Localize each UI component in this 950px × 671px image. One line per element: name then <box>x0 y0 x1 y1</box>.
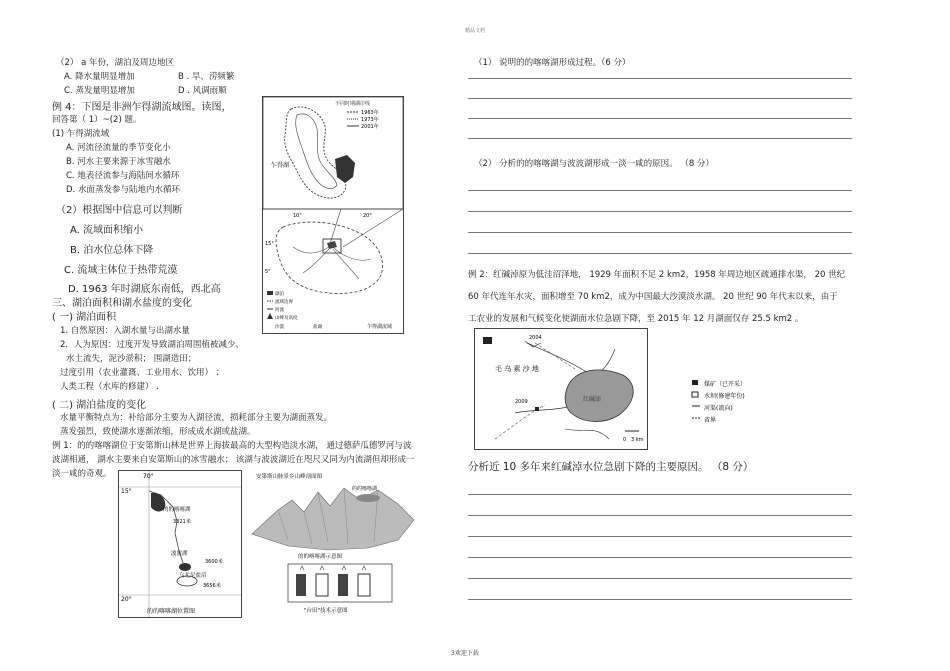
lake2-label: 波波湖 <box>171 551 188 557</box>
human-reason-2: 水土流失，泥沙淤积； 围湖造田； <box>66 354 197 364</box>
lake3-label: 乌尤尼盐沼 <box>179 573 207 579</box>
lat-20: 20° <box>121 596 132 603</box>
example4-q2-c: C. 流域主体位于热带荒漠 <box>64 265 178 276</box>
legend-river: 河渠(流向) <box>704 405 733 412</box>
legend2-lake: 湖泊 <box>275 292 284 297</box>
legend2-desert: 沙漠 <box>275 325 284 330</box>
lake1-elevation: 3821米 <box>173 519 191 525</box>
legend2-basin: 流域边界 <box>275 300 293 305</box>
answer-line[interactable] <box>468 190 852 191</box>
answer-line[interactable] <box>468 578 852 579</box>
diagram-title: 安第斯山脉景乡山峰剖面图 <box>256 474 323 480</box>
diagram-caption: 的的喀喀湖示意图 <box>298 554 343 560</box>
lake2-elevation: 3600米 <box>205 559 223 565</box>
salinity-text-1: 水量平衡特点为：补给部分主要为入湖径流，损耗部分主要为湖面蒸发。 <box>60 413 333 423</box>
question-1: （1） 说明的的喀喀湖形成过程。（6 分） <box>474 58 631 68</box>
example4-q2-a: A. 流域面积缩小 <box>70 225 144 236</box>
legend-item-1963: 1963年 <box>361 110 379 116</box>
titicaca-location-map <box>118 470 242 618</box>
answer-line[interactable] <box>468 599 852 600</box>
scale-label: 3 km <box>631 437 644 443</box>
option-c: C. 蒸发量明显增加 <box>64 86 135 96</box>
legend-item-2001: 2001年 <box>361 124 379 130</box>
answer-line[interactable] <box>468 494 852 495</box>
question-2: （2） 分析的的喀喀湖与波波湖形成一淡一咸的原因。 （8 分） <box>474 159 714 169</box>
example2-line-3: 工农业的发展和气候变化使湖面水位急剧下降，至 2015 年 12 月湖面仅存 25.5 km2 。 <box>468 314 804 324</box>
example4-q2: （2）根据图中信息可以判断 <box>56 205 183 216</box>
example4-q1-d: D. 水面蒸发参与陆地内水循环 <box>66 185 180 195</box>
lat-label-15: 15° <box>265 241 274 247</box>
example1-line-3: 淡一咸的奇观。 <box>52 469 112 479</box>
titicaca-3d-diagram <box>248 470 418 616</box>
example4-q1-a: A. 河流径流量的季节变化小 <box>66 143 171 153</box>
lat-15: 15° <box>121 488 132 495</box>
legend2-peak: 山峰及高度 <box>275 316 298 321</box>
salinity-text-2: 蒸发强烈，致使湖水逐渐浓缩，形成成水湖或盐湖。 <box>60 427 256 437</box>
example4-q2-b: B. 泊水位总体下降 <box>70 245 154 256</box>
answer-line[interactable] <box>468 118 852 119</box>
option-a: A. 降水量明显增加 <box>64 72 135 82</box>
answer-line[interactable] <box>468 98 852 99</box>
example4-q1: (1) 乍得湖流域 <box>52 129 110 139</box>
option-b: B . 旱、涝频繁 <box>178 72 235 82</box>
example1-line-1: 例 1：的的喀喀湖位于安第斯山林是世界上海拔最高的大型构造淡水湖， 通过德萨瓜德罗河与波 <box>52 441 412 451</box>
scale-zero: 0 <box>623 437 627 443</box>
example2-line-2: 60 年代连年水灾，面积增至 70 km2，成为中国最大沙漠淡水湖。 20 世纪 90 年代末以来，由于 <box>468 292 838 302</box>
legend2-saltlake: 盐湖 <box>313 325 322 330</box>
terrace-caption: "台田"技术示意图 <box>304 608 348 614</box>
natural-reason: 1. 自然原因：入湖水量与出湖水量 <box>60 326 190 336</box>
human-reason-3: 过度引用（农业灌溉、工业用水、饮用） ； <box>60 368 225 378</box>
example4-intro: 例 4：下图是非洲乍得湖流域图。读图， <box>52 102 232 113</box>
legend2-river: 河流 <box>275 308 284 313</box>
answer-line[interactable] <box>468 557 852 558</box>
hongjiannao-map <box>474 328 648 450</box>
dam-year-2009: 2009 <box>515 399 528 405</box>
dam-year-2004: 2004 <box>529 335 542 341</box>
lat-label-5: 5° <box>265 269 271 275</box>
lake1-label: 的的喀喀湖 <box>163 507 191 513</box>
section3-heading: 三、湖泊面积和湖水盐度的变化 <box>52 298 192 309</box>
answer-line[interactable] <box>468 253 852 254</box>
example4-intro-2: 回答第（ 1）~(2) 题。 <box>52 115 142 125</box>
diagram-lake-label: 的的喀喀湖 <box>352 486 378 492</box>
example4-q1-b: B. 河水主要来源于冰雪融水 <box>66 157 171 167</box>
chad-lake-map <box>262 96 404 334</box>
lon-label-20: 20° <box>363 213 372 219</box>
example1-line-2: 波湖相通， 湖水主要来自安第斯山的冰雪融水； 该湖与波波湖近在咫尺又同为内流湖但却形成一 <box>52 455 415 465</box>
legend-coal: 煤矿（已开采） <box>704 381 747 388</box>
option-d: D . 风调雨顺 <box>178 86 227 96</box>
page-footer: 3欢迎下载 <box>451 650 479 657</box>
answer-line[interactable] <box>468 232 852 233</box>
header-mark: 精品文档 <box>465 28 486 34</box>
legend-item-1973: 1973年 <box>361 117 379 123</box>
section3-1-heading: ( 一) 湖泊面积 <box>52 312 117 323</box>
region-label: 毛 乌 素 沙 地 <box>495 365 539 373</box>
legend-border: 省界 <box>704 417 717 424</box>
chad-basin-label: 乍得湖流域 <box>367 324 393 330</box>
example4-q2-d: D. 1963 年时湖底东南低，西北高 <box>68 284 221 295</box>
lake3-elevation: 3656米 <box>203 583 221 589</box>
lon-70: 70° <box>143 473 154 480</box>
question-3: 分析近 10 多年来红碱淖水位急剧下降的主要原因。 （8 分） <box>468 461 754 473</box>
legend-dam: 水坝(修建年份) <box>704 393 745 400</box>
example2-line-1: 例 2：红碱淖原为低洼沼泽地， 1929 年面积不足 2 km2，1958 年周边地区疏通排水渠， 20 世纪 <box>468 270 846 280</box>
hongjiannao-legend <box>690 378 800 438</box>
answer-line[interactable] <box>468 515 852 516</box>
section3-2-heading: ( 二) 湖泊盐度的变化 <box>52 400 147 411</box>
q2-text: （2） a 年份，湖泊及周边地区 <box>56 58 175 68</box>
chad-lake-label: 乍得湖 <box>271 162 290 169</box>
titicaca-map-caption: 的的喀喀湖位置图 <box>147 608 196 615</box>
example4-q1-c: C. 地表径流参与海陆间水循环 <box>66 171 180 181</box>
answer-line[interactable] <box>468 211 852 212</box>
answer-line[interactable] <box>468 536 852 537</box>
lake-label: 红碱淖 <box>583 396 602 403</box>
human-reason: 2．人为原因：过度开发导致湖泊周围植被减少、 <box>60 340 244 350</box>
legend-title: 不同时期湖岸线 <box>335 101 371 107</box>
answer-line[interactable] <box>468 78 852 79</box>
lon-label-10: 10° <box>293 213 302 219</box>
human-reason-4: 人类工程（水库的修建） . <box>60 382 159 392</box>
answer-line[interactable] <box>468 138 852 139</box>
